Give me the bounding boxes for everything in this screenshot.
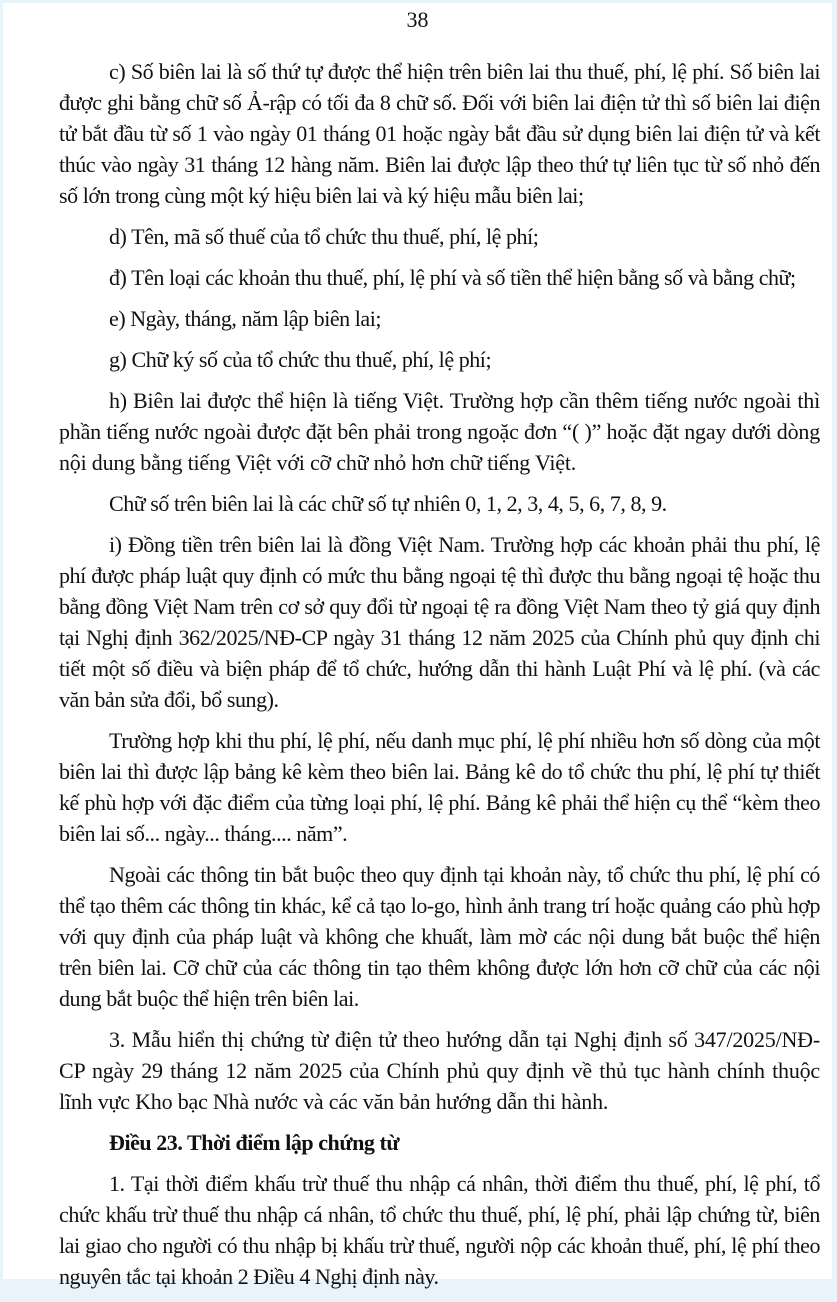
page-number: 38 bbox=[406, 7, 429, 32]
paragraph-c-receipt-number: c) Số biên lai là số thứ tự được thể hiện trên biên lai thu thuế, phí, lệ phí. Số biên lai được ghi bằng chữ số Ả-rập có tối đa 8 chữ số. Đối với biên lai điện tử thì số biên lai điện tử bắt đầu từ số 1 vào ngày 01 tháng 01 hoặc ngày bắt đầu sử dụng biên lai điện tử và kết thúc vào ngày 31 tháng 12 hàng năm. Biên lai được lập theo thứ tự liên tục từ số nhỏ đến số lớn trong cùng một ký hiệu biên lai và ký hiệu mẫu biên lai; bbox=[59, 59, 820, 208]
document-body bbox=[59, 56, 820, 1302]
document-page bbox=[3, 3, 832, 1289]
paragraph-dd-fee-types-amount: đ) Tên loại các khoản thu thuế, phí, lệ phí và số tiền thể hiện bằng số và bằng chữ; bbox=[109, 265, 796, 290]
paragraph-g-digital-signature: g) Chữ ký số của tổ chức thu thuế, phí, lệ phí; bbox=[109, 347, 492, 372]
paragraph-fee-list-statement: Trường hợp khi thu phí, lệ phí, nếu danh mục phí, lệ phí nhiều hơn số dòng của một biên lai thì được lập bảng kê kèm theo biên lai. Bảng kê do tổ chức thu phí, lệ phí tự thiết kế phù hợp với đặc điểm của từng loại phí, lệ phí. Bảng kê phải thể hiện cụ thể “kèm theo biên lai số... ngày... tháng.... năm”. bbox=[59, 728, 820, 846]
paragraph-additional-info: Ngoài các thông tin bắt buộc theo quy định tại khoản này, tổ chức thu phí, lệ phí có thể tạo thêm các thông tin khác, kể cả tạo lo-go, hình ảnh trang trí hoặc quảng cáo phù hợp với quy định của pháp luật và không che khuất, làm mờ các nội dung bắt buộc thể hiện trên biên lai. Cỡ chữ của các thông tin tạo thêm không được lớn hơn cỡ chữ của các nội dung bắt buộc thể hiện trên biên lai. bbox=[59, 862, 820, 1011]
paragraph-1-time-of-issuance: 1. Tại thời điểm khấu trừ thuế thu nhập cá nhân, thời điểm thu thuế, phí, lệ phí, tổ chức khấu trừ thuế thu nhập cá nhân, tổ chức thu thuế, phí, lệ phí, phải lập chứng từ, biên lai giao cho người có thu nhập bị khấu trừ thuế, người nộp các khoản thuế, phí, lệ phí theo nguyên tắc tại khoản 2 Điều 4 Nghị định này. bbox=[59, 1171, 820, 1289]
paragraph-i-currency: i) Đồng tiền trên biên lai là đồng Việt Nam. Trường hợp các khoản phải thu phí, lệ phí được pháp luật quy định có mức thu bằng ngoại tệ thì được thu bằng ngoại tệ hoặc thu bằng đồng Việt Nam trên cơ sở quy đổi từ ngoại tệ ra đồng Việt Nam theo tỷ giá quy định tại Nghị định 362/2025/NĐ-CP ngày 31 tháng 12 năm 2025 của Chính phủ quy định chi tiết một số điều và biện pháp để tổ chức, hướng dẫn thi hành Luật Phí và lệ phí. (và các văn bản sửa đổi, bổ sung). bbox=[59, 532, 820, 712]
paragraph-h-language: h) Biên lai được thể hiện là tiếng Việt. Trường hợp cần thêm tiếng nước ngoài thì phần tiếng nước ngoài được đặt bên phải trong ngoặc đơn “( )” hoặc đặt ngay dưới dòng nội dung bằng tiếng Việt với cỡ chữ nhỏ hơn chữ tiếng Việt. bbox=[59, 388, 820, 475]
article-23-heading: Điều 23. Thời điểm lập chứng từ bbox=[109, 1130, 400, 1155]
paragraph-digits: Chữ số trên biên lai là các chữ số tự nhiên 0, 1, 2, 3, 4, 5, 6, 7, 8, 9. bbox=[109, 491, 667, 516]
paragraph-e-date: e) Ngày, tháng, năm lập biên lai; bbox=[109, 306, 382, 331]
paragraph-3-display-template: 3. Mẫu hiển thị chứng từ điện tử theo hướng dẫn tại Nghị định số 347/2025/NĐ-CP ngày 29 tháng 12 năm 2025 của Chính phủ quy định về thủ tục hành chính thuộc lĩnh vực Kho bạc Nhà nước và các văn bản hướng dẫn thi hành. bbox=[59, 1027, 820, 1114]
paragraph-d-name-tax-code: d) Tên, mã số thuế của tổ chức thu thuế, phí, lệ phí; bbox=[109, 224, 539, 249]
